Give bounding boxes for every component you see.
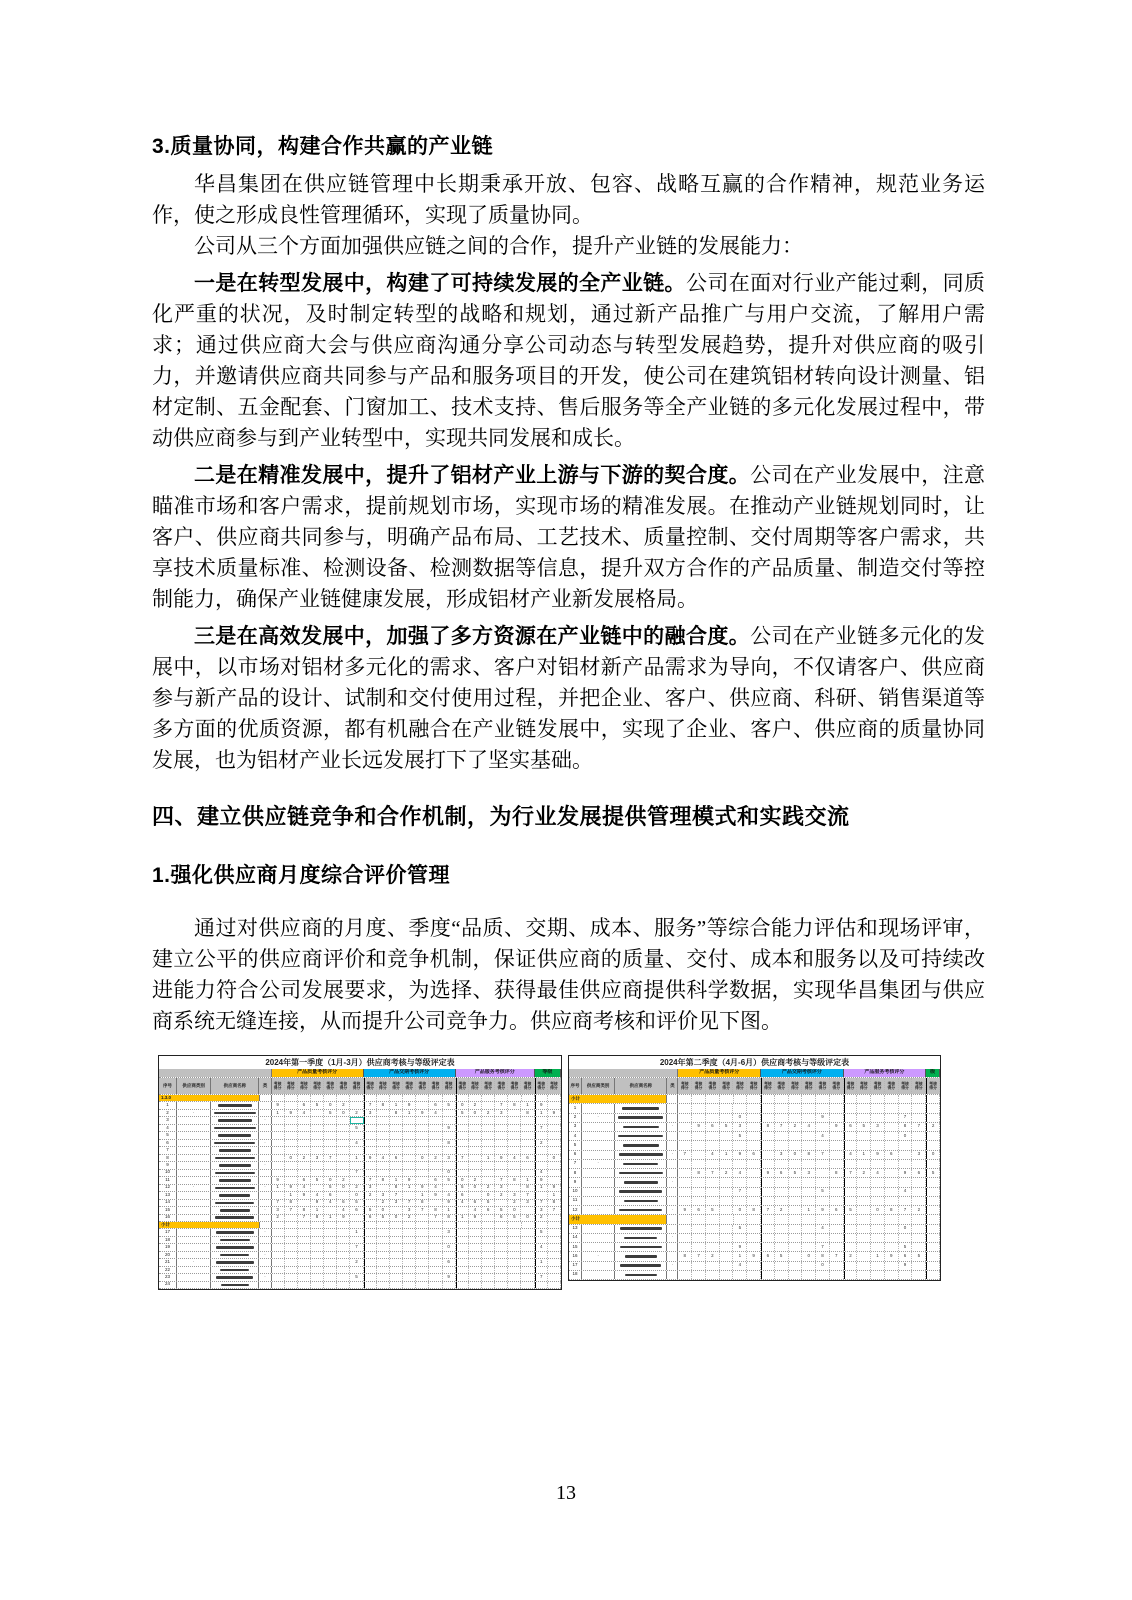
table-row: 12 · · 9 6 5 0 8 7 2 1 9 6 5 0 8 7 2 — [569, 1206, 940, 1215]
subtotal-cell: 小计 — [159, 1222, 260, 1228]
table-row: 3 · 9 6 5 3 8 7 2 4 9 6 5 3 8 7 2 — [569, 1123, 940, 1132]
column-header: 考核 得分 — [692, 1078, 706, 1094]
table-row: 13 1 9 4 6 0 2 3 7 1 9 4 6 0 2 3 7 1 — [159, 1192, 561, 1199]
column-header: 考核 得分 — [747, 1078, 761, 1094]
table-row: 15 9 7 5 — [569, 1243, 940, 1252]
column-header: 考核 得分 — [495, 1078, 508, 1094]
table-row — [569, 1095, 940, 1104]
column-header: 类 — [667, 1078, 678, 1094]
column-header: 考核 得分 — [416, 1078, 429, 1094]
table-row: 21 · 2 6 1 — [159, 1259, 561, 1266]
column-header: 考核 得分 — [885, 1078, 899, 1094]
item-1-text: 公司在面对行业产能过剩，同质化严重的状况，及时制定转型的战略和规划，通过新产品推广与用户交流，了解用户需求；通过供应商大会与供应商沟通分享公司动态与转型发展趋势，提升对供应商的吸引力，并邀请供应商共同参与产品和服务项目的开发，使公司在建筑铝材转向设计测量、铝材定制、五金配套、门窗加工、技术支持、售后服务等全产业链的多元化发展过程中，带动供应商参与到产业转型中，实现共同发展和成长。 — [152, 271, 986, 450]
column-header: 考核 得分 — [926, 1078, 940, 1094]
column-header: 供应商名称 — [615, 1078, 667, 1094]
table-row: 7 · — [159, 1147, 561, 1154]
column-header: 考核 得分 — [364, 1078, 377, 1094]
table-row — [159, 1095, 561, 1102]
table-row: 20 · — [159, 1252, 561, 1259]
column-header: 考核 得分 — [857, 1078, 871, 1094]
table-row: 2 · 1 9 4 5 0 2 3 8 1 9 4 5 0 2 3 8 1 9 — [159, 1110, 561, 1117]
column-header: 考核 得分 — [720, 1078, 734, 1094]
subtotal-cell: 1.3.0 — [159, 1095, 260, 1101]
table-row: 12 · · 1 9 4 5 0 2 3 8 1 9 4 5 0 2 3 8 1 9 — [159, 1185, 561, 1192]
table-row: 10 7 5 4 — [569, 1188, 940, 1197]
table-row: 19 7 0 4 — [159, 1244, 561, 1251]
column-header: 考核 得分 — [337, 1078, 350, 1094]
section-4-heading: 四、建立供应链竞争和合作机制，为行业发展提供管理模式和实践交流 — [152, 804, 850, 829]
column-header: 考核 得分 — [508, 1078, 521, 1094]
column-header: 考核 得分 — [802, 1078, 816, 1094]
item-paragraph-2 — [152, 460, 985, 615]
table-row: 1 9 6 5 0 2 7 8 1 9 6 5 0 2 7 8 1 9 — [159, 1102, 561, 1109]
table-row: 1 — [569, 1104, 940, 1113]
table-title: 2024年第一季度（1月-3月）供应商考核与等级评定表 — [265, 1058, 455, 1067]
item-3-text: 公司在产业链多元化的发展中，以市场对铝材多元化的需求、客户对铝材新产品需求为导向，不仅请客户、供应商参与新产品的设计、试制和交付使用过程，并把企业、客户、供应商、科研、销售渠道等多方面的优质资源，都有机融合在产业链发展中，实现了企业、客户、供应商的质量协同发展，也为铝材产业长远发展打下了坚实基础。 — [152, 624, 985, 772]
column-header: 考核 得分 — [678, 1078, 692, 1094]
column-header: 考核 得分 — [912, 1078, 926, 1094]
table-row: 7 · — [569, 1160, 940, 1169]
table-row: 6 · 4 8 2 — [159, 1140, 561, 1147]
column-header: 考核 得分 — [469, 1078, 482, 1094]
column-header: 考核 得分 — [456, 1078, 469, 1094]
table-title: 2024年第二季度（4月-6月）供应商考核与等级评定表 — [659, 1058, 850, 1067]
column-header: 考核 得分 — [377, 1078, 390, 1094]
table-row: 9 · — [569, 1178, 940, 1187]
section-3-heading: 3.质量协同，构建合作共赢的产业链 — [152, 135, 494, 158]
table-row: 23 · 5 9 7 — [159, 1274, 561, 1281]
table-row — [569, 1215, 940, 1224]
column-header: 考核 得分 — [272, 1078, 285, 1094]
column-header: 考核 得分 — [535, 1078, 548, 1094]
column-header: 考核 得分 — [403, 1078, 416, 1094]
table-row: 14 · — [569, 1234, 940, 1243]
item-paragraph-3 — [152, 621, 985, 776]
column-header: 供应商类别 — [177, 1078, 211, 1094]
column-header: 考核 得分 — [761, 1078, 775, 1094]
score-band-label: 产品服务考核评分 — [844, 1069, 927, 1077]
table-row: 14 7 8 9 4 6 5 2 3 7 8 9 4 6 5 2 3 7 8 — [159, 1200, 561, 1207]
score-band-label: 产品交期考核评分 — [364, 1069, 456, 1077]
table-row: 11 9 6 5 0 2 7 8 1 9 6 5 0 2 7 8 1 9 — [159, 1177, 561, 1184]
item-paragraph-1 — [152, 268, 985, 454]
table-row: 4 5 4 0 — [569, 1132, 940, 1141]
table-row: 16 · 8 7 2 1 9 6 5 0 8 7 2 1 9 6 5 — [569, 1252, 940, 1261]
intro-paragraph-2: 公司从三个方面加强供应链之间的合作，提升产业链的发展能力： — [194, 234, 803, 258]
q1-evaluation-table-image — [158, 1055, 562, 1290]
table-row: 17 · 1 3 5 — [159, 1229, 561, 1236]
score-band-label: 产品质量考核评分 — [272, 1069, 364, 1077]
table-row: 13 5 4 0 — [569, 1225, 940, 1234]
table-row: 8 0 2 3 7 1 9 4 6 0 2 3 7 1 9 4 6 0 — [159, 1155, 561, 1162]
subtotal-cell: 小计 — [569, 1215, 667, 1223]
page-number: 13 — [556, 1482, 576, 1504]
item-3-lead: 三是在高效发展中，加强了多方资源在产业链中的融合度。 — [194, 625, 751, 648]
column-header: 考核 得分 — [443, 1078, 456, 1094]
table-row: 16 2 7 8 1 9 6 5 0 2 7 8 1 9 6 5 0 2 — [159, 1215, 561, 1222]
score-band-label: 产品质量考核评分 — [678, 1069, 761, 1077]
table-row: 18 — [569, 1271, 940, 1280]
table-row: 9 · — [159, 1162, 561, 1169]
column-header: 考核 得分 — [390, 1078, 403, 1094]
column-header: 供应商名称 — [211, 1078, 259, 1094]
column-header: 考核 得分 — [830, 1078, 844, 1094]
column-header: 类 — [259, 1078, 271, 1094]
intro-paragraph-1: 华昌集团在供应链管理中长期秉承开放、包容、战略互赢的合作精神，规范业务运作，使之形成良性管理循环，实现了质量协同。 — [152, 172, 985, 227]
column-header: 考核 得分 — [548, 1078, 561, 1094]
item-2-lead: 二是在精准发展中，提升了铝材产业上游与下游的契合度。 — [194, 464, 751, 487]
column-header: 考核 得分 — [350, 1078, 363, 1094]
table-row: 18 — [159, 1237, 561, 1244]
column-header: 考核 得分 — [324, 1078, 337, 1094]
subtotal-cell: 小计 — [569, 1095, 667, 1103]
score-band-label: 产品交期考核评分 — [761, 1069, 844, 1077]
table-row: 17 · 4 0 9 — [569, 1262, 940, 1271]
document-page — [152, 130, 985, 1290]
table-row: 5 — [159, 1132, 561, 1139]
column-header: 考核 得分 — [789, 1078, 803, 1094]
column-header: 供应商类别 — [582, 1078, 615, 1094]
column-header: 考核 得分 — [285, 1078, 298, 1094]
table-row: 10 7 0 4 — [159, 1170, 561, 1177]
column-header: 序号 — [159, 1078, 177, 1094]
supplier-evaluation-figure — [158, 1055, 985, 1290]
column-header: 考核 得分 — [482, 1078, 495, 1094]
column-header: 考核 得分 — [521, 1078, 534, 1094]
table-row: 6 · 7 4 1 9 6 3 0 8 7 4 1 9 6 3 0 — [569, 1151, 940, 1160]
item-2-text: 公司在产业发展中，注意瞄准市场和客户需求，提前规划市场，实现市场的精准发展。在推动产业链规划同时，让客户、供应商共同参与，明确产品布局、工艺技术、质量控制、交付周期等客户需求，共享技术质量标准、检测设备、检测数据等信息，提升双方合作的产品质量、制造交付等控制能力，确保产业链健康发展，形成铝材产业新发展格局。 — [152, 463, 985, 611]
column-header: 考核 得分 — [816, 1078, 830, 1094]
table-row: 5 — [569, 1141, 940, 1150]
table-row: 24 — [159, 1282, 561, 1289]
column-header: 考核 得分 — [429, 1078, 442, 1094]
table-row: 2 · 0 9 7 — [569, 1114, 940, 1123]
column-header: 考核 得分 — [871, 1078, 885, 1094]
column-header: 考核 得分 — [844, 1078, 858, 1094]
column-header: 考核 得分 — [706, 1078, 720, 1094]
table-row: 11 — [569, 1197, 940, 1206]
section-4-1-heading: 1.强化供应商月度综合评价管理 — [152, 864, 451, 887]
column-header: 考核 得分 — [298, 1078, 311, 1094]
column-header: 考核 得分 — [899, 1078, 913, 1094]
q2-evaluation-table-image — [568, 1055, 941, 1281]
column-header: 序号 — [569, 1078, 582, 1094]
table-row — [159, 1222, 561, 1229]
column-header: 考核 得分 — [311, 1078, 324, 1094]
column-header: 考核 得分 — [733, 1078, 747, 1094]
table-row: 4 5 9 7 — [159, 1125, 561, 1132]
column-header: 考核 得分 — [775, 1078, 789, 1094]
table-row: 22 — [159, 1267, 561, 1274]
score-band-label: 等级 — [535, 1069, 561, 1077]
evaluation-paragraph: 通过对供应商的月度、季度“品质、交期、成本、服务”等综合能力评估和现场评审，建立公平的供应商评价和竞争机制，保证供应商的质量、交付、成本和服务以及可持续改进能力符合公司发展要求，为选择、获得最佳供应商提供科学数据，实现华昌集团与供应商系统无缝连接，从而提升公司竞争力。供应商考核和评价见下图。 — [152, 916, 985, 1033]
table-row: 8 8 7 2 4 9 6 5 3 8 7 2 4 9 6 5 — [569, 1169, 940, 1178]
item-1-lead: 一是在转型发展中，构建了可持续发展的全产业链。 — [194, 272, 686, 295]
table-row: 3 · — [159, 1117, 561, 1124]
score-band-label: 级 — [926, 1069, 940, 1077]
score-band-label: 产品服务考核评分 — [456, 1069, 535, 1077]
table-row: 15 · 3 7 8 1 4 6 5 0 3 7 8 1 4 6 5 0 3 7 — [159, 1207, 561, 1214]
